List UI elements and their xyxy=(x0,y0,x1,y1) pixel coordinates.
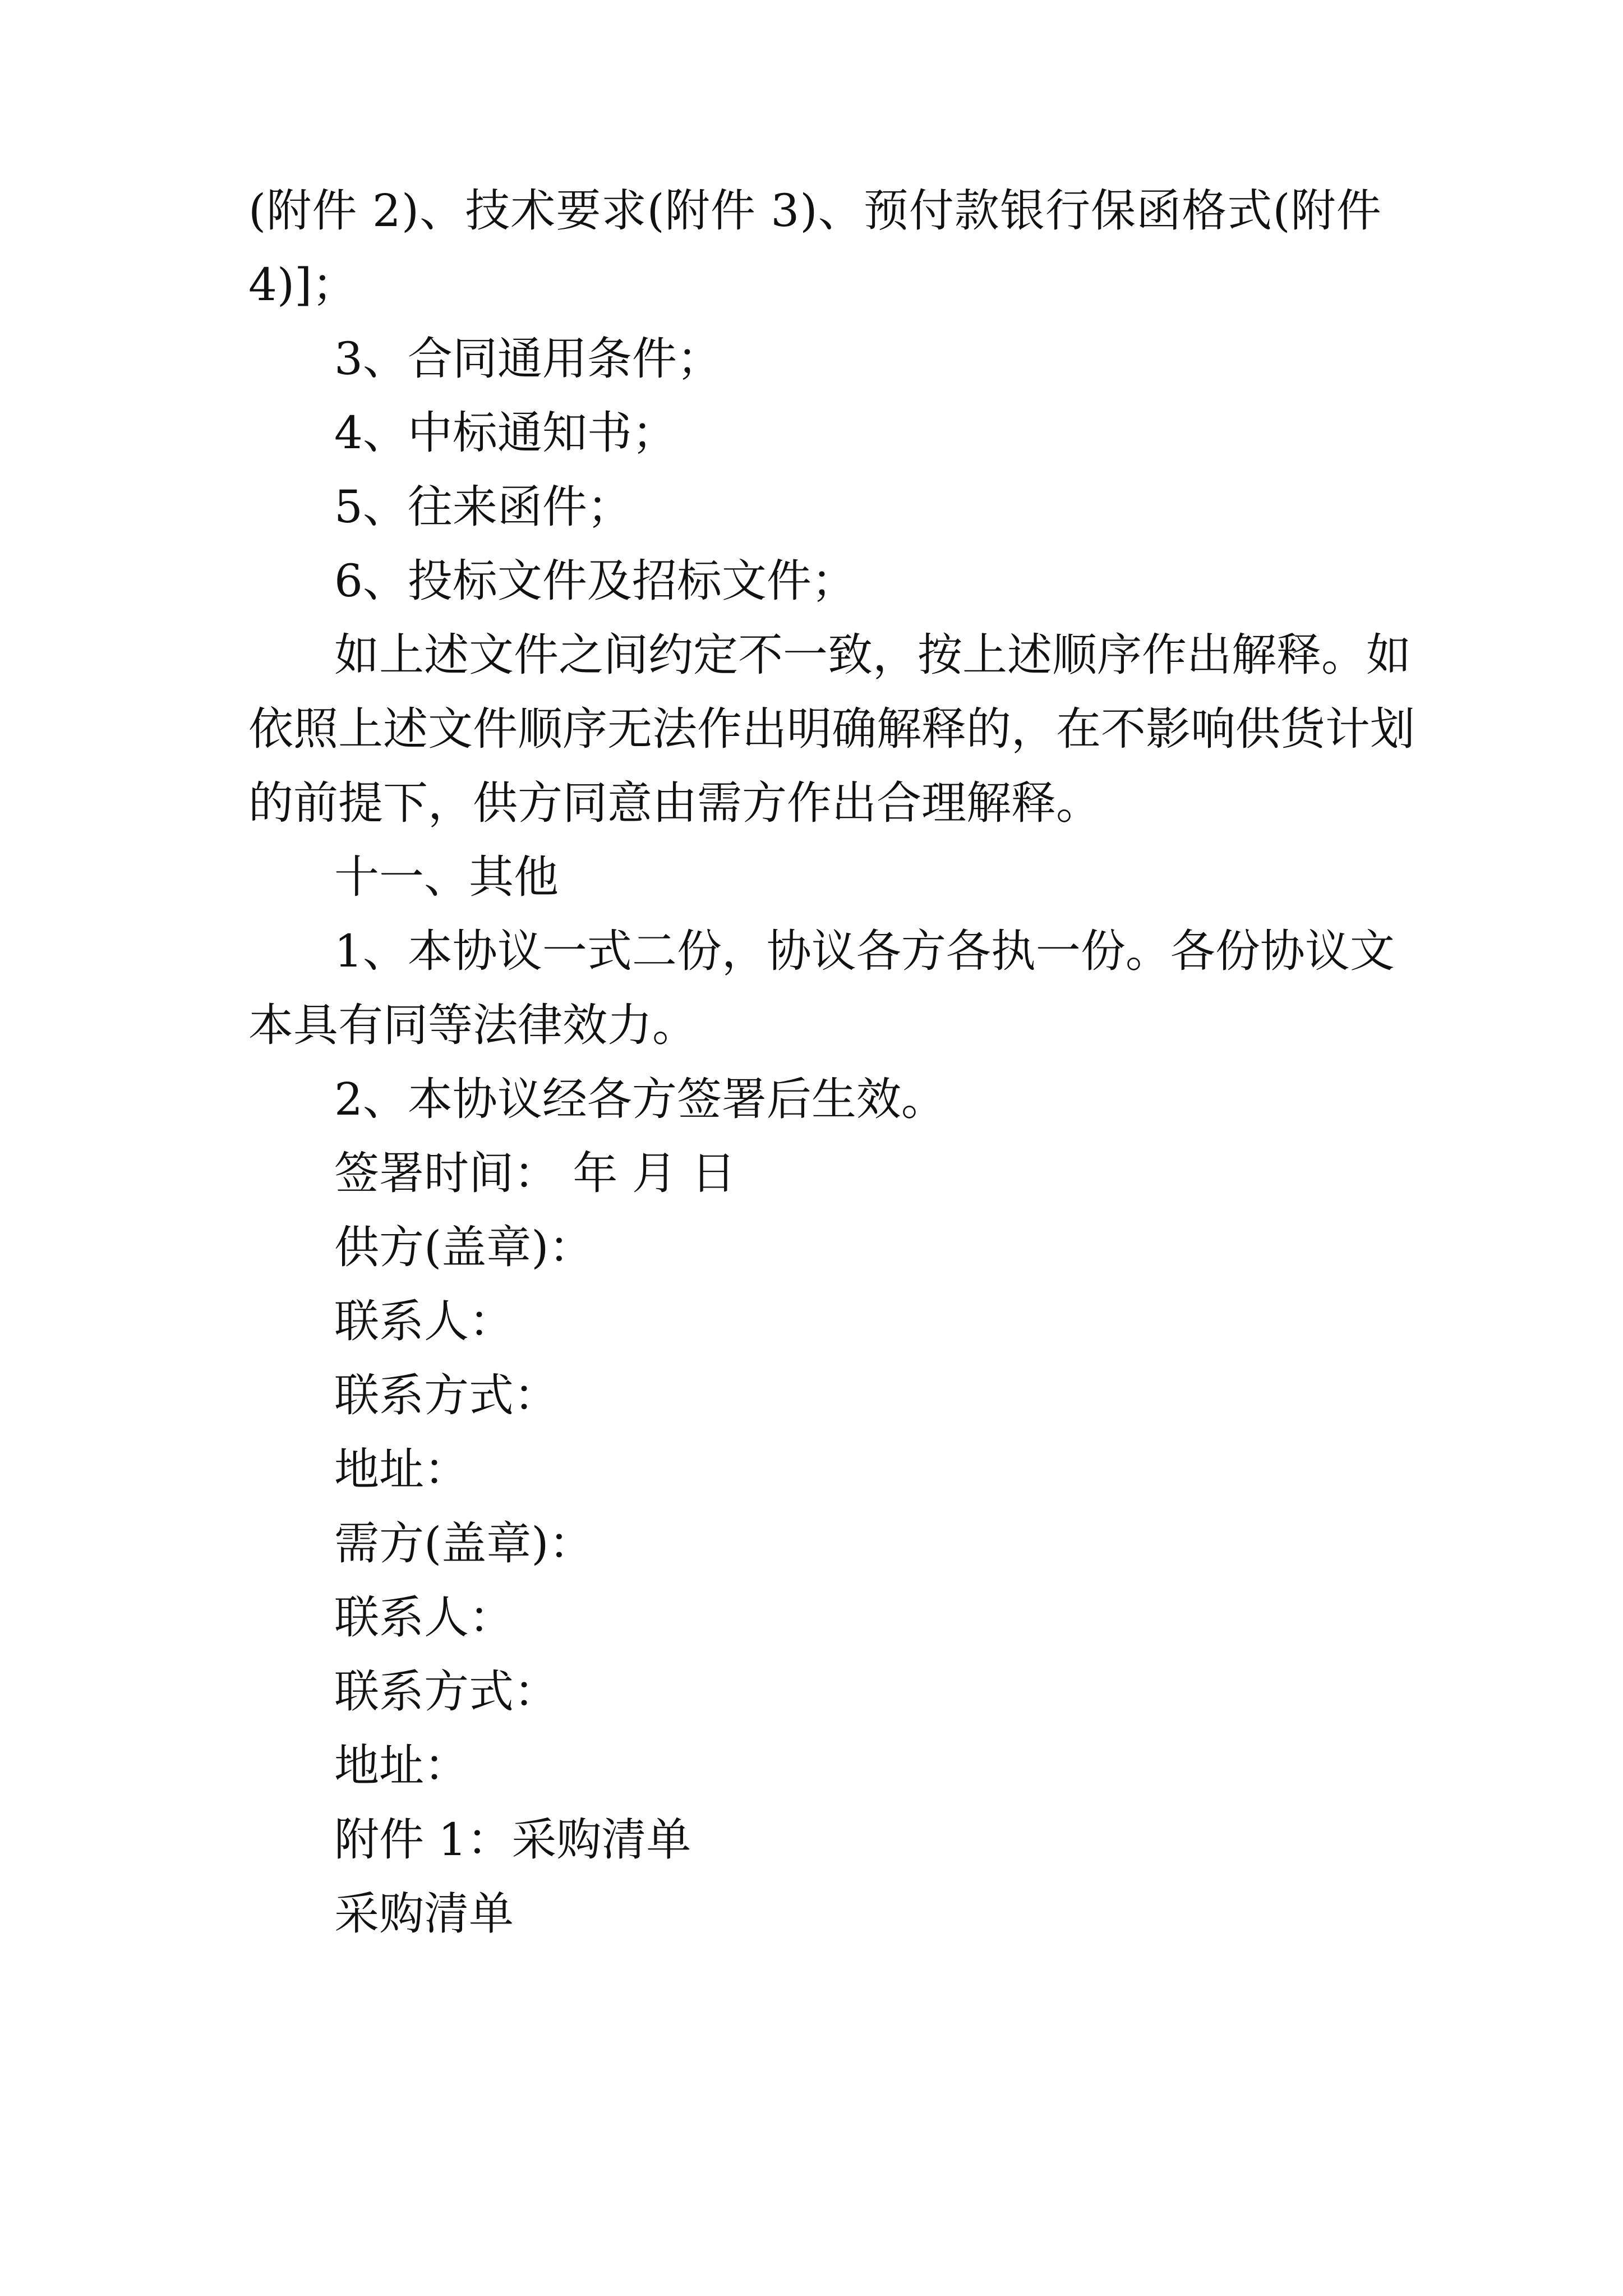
supplier-address-field: 地址： xyxy=(334,1443,469,1496)
text-line: 5、往来函件； xyxy=(334,481,632,533)
attachment-heading: 采购清单 xyxy=(334,1888,514,1940)
buyer-contact-field: 联系人： xyxy=(334,1591,514,1644)
text-line: 3、合同通用条件； xyxy=(334,333,722,385)
supplier-seal-field: 供方(盖章)： xyxy=(334,1221,594,1273)
supplier-phone-field: 联系方式： xyxy=(334,1369,559,1421)
text-line: 本具有同等法律效力。 xyxy=(248,999,697,1051)
supplier-contact-field: 联系人： xyxy=(334,1295,514,1347)
text-line: 4)]； xyxy=(248,259,357,311)
text-line: 6、投标文件及招标文件； xyxy=(334,555,856,607)
text-line: 的前提下，供方同意由需方作出合理解释。 xyxy=(248,777,1101,829)
text-line: 如上述文件之间约定不一致，按上述顺序作出解释。如 xyxy=(334,629,1411,681)
text-line: 4、中标通知书； xyxy=(334,407,677,459)
text-line: 2、本协议经各方签署后生效。 xyxy=(334,1073,946,1125)
buyer-address-field: 地址： xyxy=(334,1740,469,1792)
buyer-phone-field: 联系方式： xyxy=(334,1665,559,1718)
text-line: 1、本协议一式二份，协议各方各执一份。各份协议文 xyxy=(334,925,1395,977)
section-heading: 十一、其他 xyxy=(334,851,559,903)
signing-date-field: 签署时间： 年 月 日 xyxy=(334,1147,736,1199)
attachment-title: 附件 1：采购清单 xyxy=(334,1814,691,1866)
text-line: 依照上述文件顺序无法作出明确解释的，在不影响供货计划 xyxy=(248,703,1415,755)
buyer-seal-field: 需方(盖章)： xyxy=(334,1517,594,1570)
text-line: (附件 2)、技术要求(附件 3)、预付款银行保函格式(附件 xyxy=(248,185,1382,237)
